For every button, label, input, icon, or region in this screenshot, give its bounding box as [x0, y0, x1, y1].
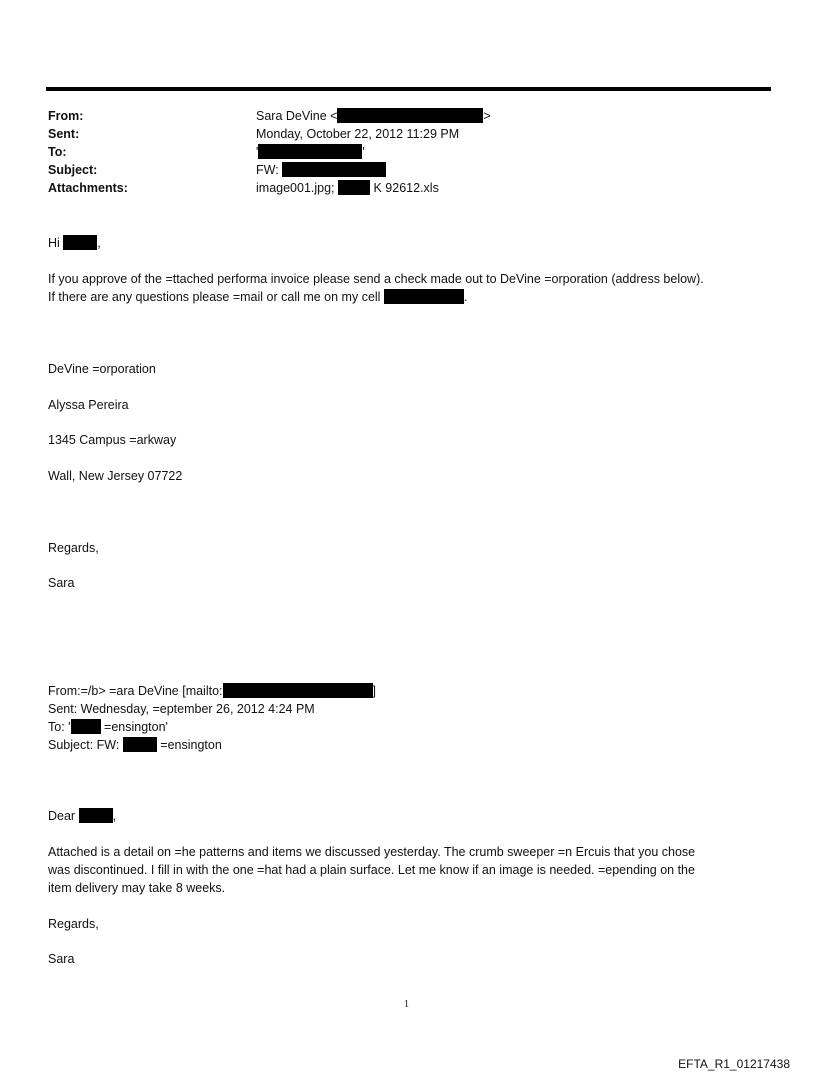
redaction-block [223, 683, 373, 698]
redaction-block [63, 235, 97, 250]
address-line-1: DeVine =orporation [48, 362, 156, 376]
subject-label: Subject: [48, 163, 98, 177]
forwarded-paragraph-line-2: was discontinued. I fill in with the one =hat had a plain surface. Let me know if an image is needed. =epending on the [48, 863, 695, 877]
redaction-block [79, 808, 113, 823]
address-line-4: Wall, New Jersey 07722 [48, 469, 183, 483]
attachments-value [256, 180, 439, 197]
forwarded-paragraph-line-1: Attached is a detail on =he patterns and items we discussed yesterday. The crumb sweeper =n Ercuis that you chose [48, 845, 696, 859]
address-line-3: 1345 Campus =arkway [48, 433, 177, 447]
forwarded-from [48, 683, 376, 700]
address-line-2: Alyssa Pereira [48, 398, 129, 412]
forwarded-sent: Sent: Wednesday, =eptember 26, 2012 4:24 PM [48, 702, 315, 716]
forwarded-greeting-comma: , [112, 809, 117, 823]
greeting [48, 235, 101, 252]
from-end: > [483, 109, 491, 123]
greeting-comma: , [97, 236, 101, 250]
attachment-1[interactable]: image001.jpg; [256, 181, 335, 195]
forwarded-greeting-text: Dear [48, 809, 76, 823]
paragraph-line-2-text: If there are any questions please =mail or call me on my cell [48, 290, 381, 304]
attachment-2[interactable]: K 92612.xls [373, 181, 439, 195]
to-quote-close: ' [362, 145, 365, 159]
document-id: EFTA_R1_01217438 [678, 1057, 790, 1071]
forwarded-to-start: To: ' [48, 720, 71, 734]
sent-label: Sent: [48, 127, 80, 141]
from-name: Sara DeVine < [256, 109, 338, 123]
page-number: 1 [404, 999, 409, 1010]
paragraph-line-2-end: . [463, 290, 468, 304]
redaction-block [71, 719, 101, 734]
paragraph-line-1: If you approve of the =ttached performa invoice please send a check made out to DeVine =orporation (address below). [48, 272, 704, 286]
from-label: From: [48, 109, 84, 123]
redaction-block [337, 108, 483, 123]
sent-value: Monday, October 22, 2012 11:29 PM [256, 127, 460, 141]
subject-value [256, 162, 386, 179]
forwarded-closing: Regards, [48, 917, 99, 931]
forwarded-to [48, 719, 168, 736]
closing: Regards, [48, 541, 99, 555]
redaction-block [282, 162, 386, 177]
greeting-text: Hi [48, 236, 60, 250]
signature: Sara [48, 576, 75, 590]
forwarded-subject-start: Subject: FW: [48, 738, 120, 752]
from-value [256, 108, 491, 125]
subject-prefix: FW: [256, 163, 279, 177]
forwarded-from-end: ] [372, 684, 376, 698]
forwarded-from-text: From:=/b> =ara DeVine [mailto: [48, 684, 223, 698]
forwarded-paragraph-line-3: item delivery may take 8 weeks. [48, 881, 226, 895]
header-rule [46, 87, 771, 91]
forwarded-subject-end: =ensington [156, 738, 222, 752]
to-quote-open: ' [256, 145, 259, 159]
forwarded-signature: Sara [48, 952, 75, 966]
redaction-block [123, 737, 157, 752]
attachments-label: Attachments: [48, 181, 128, 195]
forwarded-greeting [48, 808, 116, 825]
forwarded-subject [48, 737, 222, 754]
redaction-block [338, 180, 370, 195]
redaction-block [258, 144, 365, 159]
to-label: To: [48, 145, 67, 159]
to-value [256, 144, 365, 161]
redaction-block [384, 289, 464, 304]
forwarded-to-end: =ensington' [100, 720, 168, 734]
paragraph-line-2 [48, 289, 467, 306]
